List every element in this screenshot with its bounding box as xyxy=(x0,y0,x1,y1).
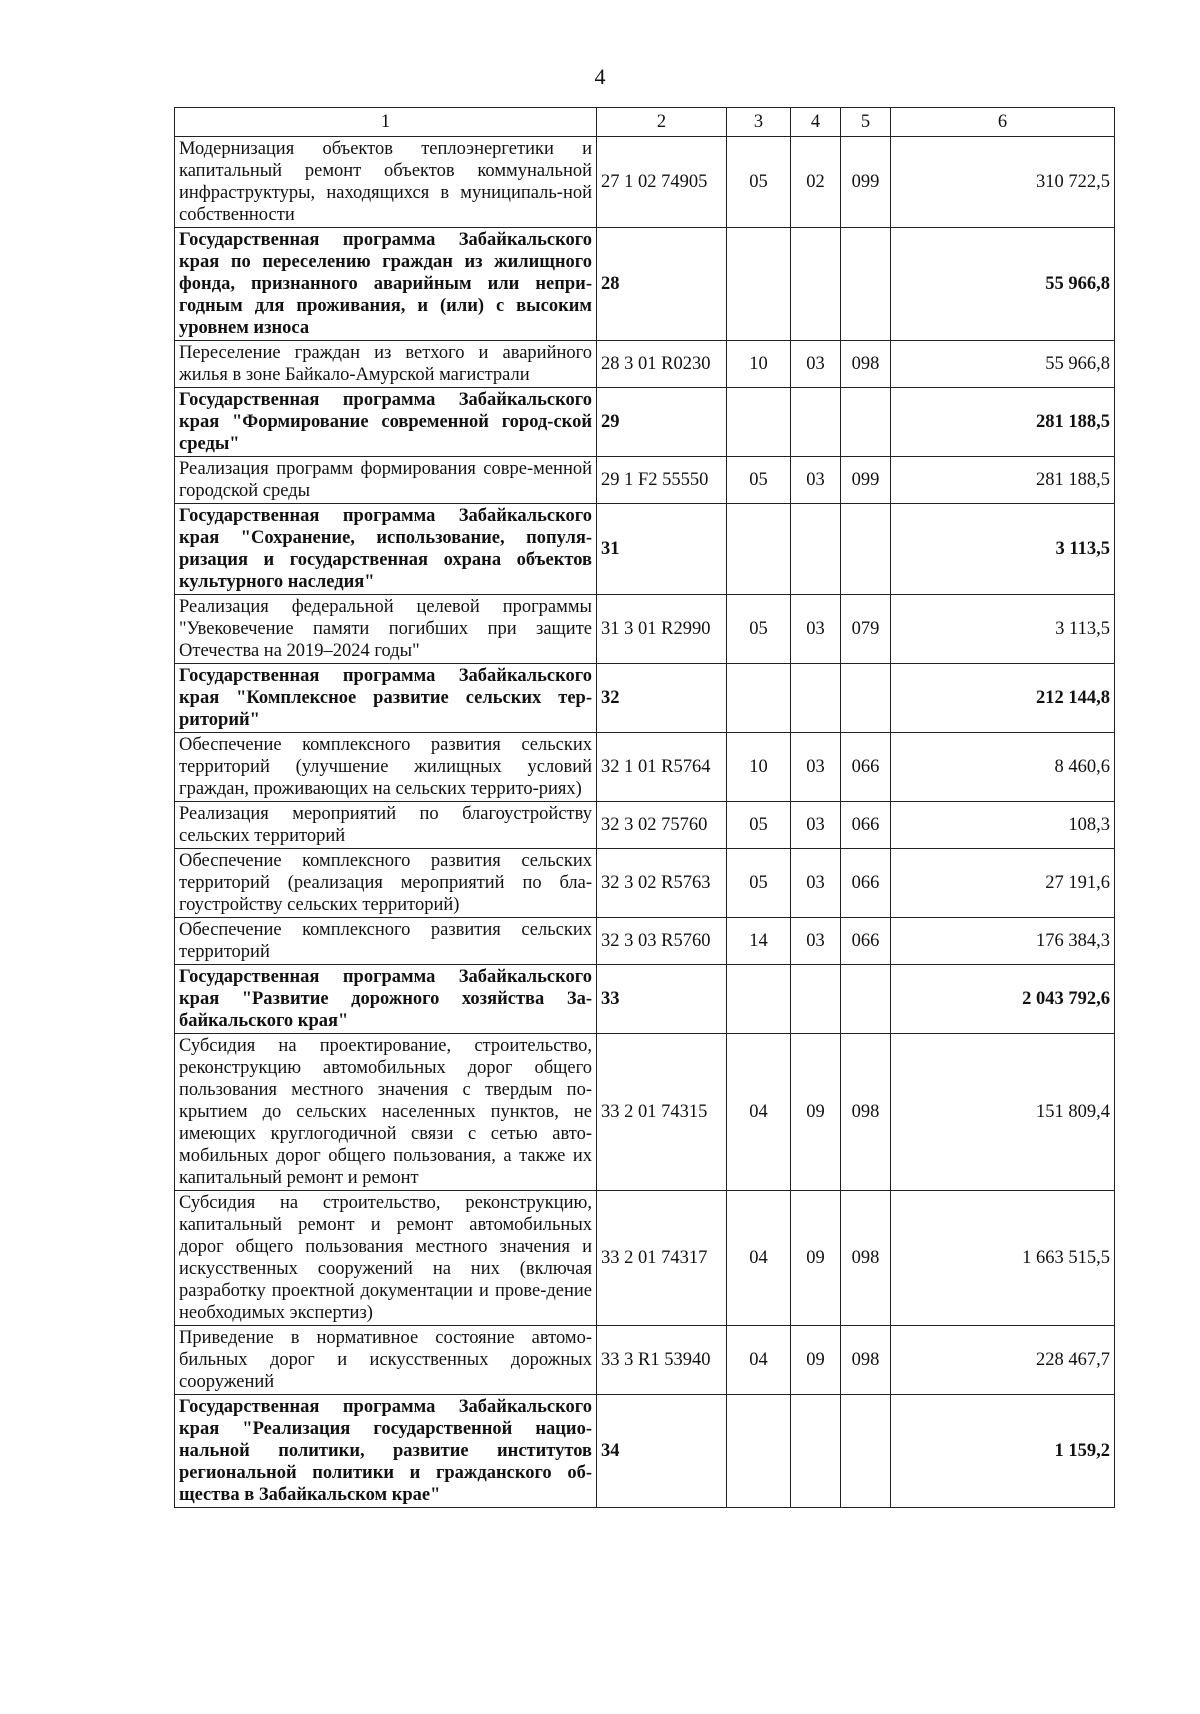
row-subsection-cell: 02 xyxy=(791,137,841,228)
row-code-cell: 32 3 02 R5763 xyxy=(597,849,727,918)
row-section-cell: 05 xyxy=(727,595,791,664)
row-expense-type-cell: 066 xyxy=(841,849,891,918)
row-name-cell: Государственная программа Забайкальского края "Комплексное развитие сельских тер-риторий" xyxy=(175,664,597,733)
row-subsection-cell xyxy=(791,664,841,733)
table-row xyxy=(175,1326,1115,1395)
table-row xyxy=(175,849,1115,918)
table-row xyxy=(175,1191,1115,1326)
row-subsection-cell: 09 xyxy=(791,1326,841,1395)
program-row xyxy=(175,1395,1115,1508)
table-row xyxy=(175,733,1115,802)
row-expense-type-cell: 098 xyxy=(841,1326,891,1395)
row-amount-cell: 3 113,5 xyxy=(891,595,1115,664)
row-amount-cell: 281 188,5 xyxy=(891,457,1115,504)
row-subsection-cell: 03 xyxy=(791,595,841,664)
row-expense-type-cell xyxy=(841,388,891,457)
row-name-cell: Государственная программа Забайкальского края "Развитие дорожного хозяйства За-байкальского края" xyxy=(175,965,597,1034)
row-code-cell: 32 1 01 R5764 xyxy=(597,733,727,802)
row-expense-type-cell xyxy=(841,1395,891,1508)
row-section-cell: 05 xyxy=(727,457,791,504)
program-row xyxy=(175,388,1115,457)
row-expense-type-cell: 098 xyxy=(841,1034,891,1191)
row-amount-cell: 1 159,2 xyxy=(891,1395,1115,1508)
row-code-cell: 29 1 F2 55550 xyxy=(597,457,727,504)
row-expense-type-cell: 066 xyxy=(841,918,891,965)
column-header-3: 3 xyxy=(727,108,791,137)
row-subsection-cell xyxy=(791,965,841,1034)
row-section-cell xyxy=(727,965,791,1034)
row-amount-cell: 212 144,8 xyxy=(891,664,1115,733)
row-code-cell: 33 3 R1 53940 xyxy=(597,1326,727,1395)
row-section-cell xyxy=(727,388,791,457)
row-code-cell: 33 xyxy=(597,965,727,1034)
row-code-cell: 27 1 02 74905 xyxy=(597,137,727,228)
column-header-4: 4 xyxy=(791,108,841,137)
row-section-cell: 04 xyxy=(727,1326,791,1395)
row-name-cell: Реализация программ формирования совре-менной городской среды xyxy=(175,457,597,504)
row-name-cell: Обеспечение комплексного развития сельских территорий (улучшение жилищных условий граждан, проживающих на сельских террито-риях) xyxy=(175,733,597,802)
row-code-cell: 31 xyxy=(597,504,727,595)
row-name-cell: Обеспечение комплексного развития сельских территорий (реализация мероприятий по бла-гоустройству сельских территорий) xyxy=(175,849,597,918)
row-expense-type-cell: 098 xyxy=(841,341,891,388)
row-amount-cell: 228 467,7 xyxy=(891,1326,1115,1395)
row-section-cell: 04 xyxy=(727,1034,791,1191)
row-code-cell: 28 xyxy=(597,228,727,341)
row-section-cell: 05 xyxy=(727,849,791,918)
row-amount-cell: 310 722,5 xyxy=(891,137,1115,228)
row-section-cell: 10 xyxy=(727,733,791,802)
row-subsection-cell: 09 xyxy=(791,1191,841,1326)
row-subsection-cell: 09 xyxy=(791,1034,841,1191)
row-amount-cell: 27 191,6 xyxy=(891,849,1115,918)
program-row xyxy=(175,965,1115,1034)
row-name-cell: Государственная программа Забайкальского края "Реализация государственной нацио-нальной политики, развитие институтов региональной политики и гражданского об-щества в Забайкальском крае" xyxy=(175,1395,597,1508)
row-amount-cell: 2 043 792,6 xyxy=(891,965,1115,1034)
row-amount-cell: 55 966,8 xyxy=(891,341,1115,388)
row-subsection-cell: 03 xyxy=(791,918,841,965)
program-row xyxy=(175,504,1115,595)
row-subsection-cell xyxy=(791,388,841,457)
row-code-cell: 32 3 02 75760 xyxy=(597,802,727,849)
row-code-cell: 34 xyxy=(597,1395,727,1508)
row-section-cell xyxy=(727,228,791,341)
row-name-cell: Модернизация объектов теплоэнергетики и капитальный ремонт объектов коммунальной инфраструктуры, находящихся в муниципаль-ной собственности xyxy=(175,137,597,228)
row-name-cell: Субсидия на проектирование, строительство, реконструкцию автомобильных дорог общего пользования местного значения с твердым по-крытием до сельских населенных пунктов, не имеющих круглогодичной связи с сетью авто-мобильных дорог общего пользования, а также их капитальный ремонт и ремонт xyxy=(175,1034,597,1191)
row-amount-cell: 176 384,3 xyxy=(891,918,1115,965)
row-expense-type-cell: 098 xyxy=(841,1191,891,1326)
program-row xyxy=(175,664,1115,733)
row-section-cell: 05 xyxy=(727,802,791,849)
row-amount-cell: 8 460,6 xyxy=(891,733,1115,802)
table-row xyxy=(175,1034,1115,1191)
row-expense-type-cell xyxy=(841,664,891,733)
row-section-cell: 04 xyxy=(727,1191,791,1326)
row-amount-cell: 108,3 xyxy=(891,802,1115,849)
row-amount-cell: 1 663 515,5 xyxy=(891,1191,1115,1326)
row-name-cell: Государственная программа Забайкальского края "Формирование современной город-ской среды" xyxy=(175,388,597,457)
program-row xyxy=(175,228,1115,341)
row-amount-cell: 151 809,4 xyxy=(891,1034,1115,1191)
row-expense-type-cell xyxy=(841,228,891,341)
column-header-1: 1 xyxy=(175,108,597,137)
row-expense-type-cell: 079 xyxy=(841,595,891,664)
row-expense-type-cell xyxy=(841,965,891,1034)
row-code-cell: 32 3 03 R5760 xyxy=(597,918,727,965)
column-header-2: 2 xyxy=(597,108,727,137)
table-row xyxy=(175,457,1115,504)
row-subsection-cell: 03 xyxy=(791,849,841,918)
row-name-cell: Обеспечение комплексного развития сельских территорий xyxy=(175,918,597,965)
row-subsection-cell: 03 xyxy=(791,341,841,388)
row-name-cell: Реализация мероприятий по благоустройству сельских территорий xyxy=(175,802,597,849)
row-subsection-cell: 03 xyxy=(791,802,841,849)
row-name-cell: Государственная программа Забайкальского края по переселению граждан из жилищного фонда, признанного аварийным или непри-годным для проживания, и (или) с высоким уровнем износа xyxy=(175,228,597,341)
row-expense-type-cell: 099 xyxy=(841,137,891,228)
row-section-cell xyxy=(727,664,791,733)
column-header-6: 6 xyxy=(891,108,1115,137)
row-code-cell: 31 3 01 R2990 xyxy=(597,595,727,664)
row-code-cell: 29 xyxy=(597,388,727,457)
row-expense-type-cell: 066 xyxy=(841,802,891,849)
row-section-cell xyxy=(727,504,791,595)
table-row xyxy=(175,802,1115,849)
page-number: 4 xyxy=(594,64,606,89)
table-row xyxy=(175,341,1115,388)
row-amount-cell: 3 113,5 xyxy=(891,504,1115,595)
row-expense-type-cell: 099 xyxy=(841,457,891,504)
row-name-cell: Переселение граждан из ветхого и аварийного жилья в зоне Байкало-Амурской магистрали xyxy=(175,341,597,388)
row-code-cell: 28 3 01 R0230 xyxy=(597,341,727,388)
row-code-cell: 32 xyxy=(597,664,727,733)
row-expense-type-cell xyxy=(841,504,891,595)
row-name-cell: Приведение в нормативное состояние автомо-бильных дорог и искусственных дорожных сооружений xyxy=(175,1326,597,1395)
row-amount-cell: 281 188,5 xyxy=(891,388,1115,457)
row-section-cell: 10 xyxy=(727,341,791,388)
row-subsection-cell xyxy=(791,1395,841,1508)
table-row xyxy=(175,137,1115,228)
row-code-cell: 33 2 01 74315 xyxy=(597,1034,727,1191)
row-section-cell xyxy=(727,1395,791,1508)
row-amount-cell: 55 966,8 xyxy=(891,228,1115,341)
row-section-cell: 14 xyxy=(727,918,791,965)
column-header-5: 5 xyxy=(841,108,891,137)
row-subsection-cell xyxy=(791,504,841,595)
table-header-row xyxy=(175,108,1115,137)
row-name-cell: Субсидия на строительство, реконструкцию, капитальный ремонт и ремонт автомобильных дорог общего пользования местного значения и искусственных сооружений на них (включая разработку проектной документации и прове-дение необходимых экспертиз) xyxy=(175,1191,597,1326)
row-code-cell: 33 2 01 74317 xyxy=(597,1191,727,1326)
row-name-cell: Реализация федеральной целевой программы "Увековечение памяти погибших при защите Отечества на 2019–2024 годы" xyxy=(175,595,597,664)
budget-table xyxy=(174,107,1115,1508)
table-body xyxy=(175,108,1115,1508)
row-subsection-cell: 03 xyxy=(791,733,841,802)
row-subsection-cell: 03 xyxy=(791,457,841,504)
table-row xyxy=(175,595,1115,664)
table-row xyxy=(175,918,1115,965)
row-section-cell: 05 xyxy=(727,137,791,228)
row-expense-type-cell: 066 xyxy=(841,733,891,802)
row-subsection-cell xyxy=(791,228,841,341)
row-name-cell: Государственная программа Забайкальского края "Сохранение, использование, популя-ризация и государственная охрана объектов культурного наследия" xyxy=(175,504,597,595)
